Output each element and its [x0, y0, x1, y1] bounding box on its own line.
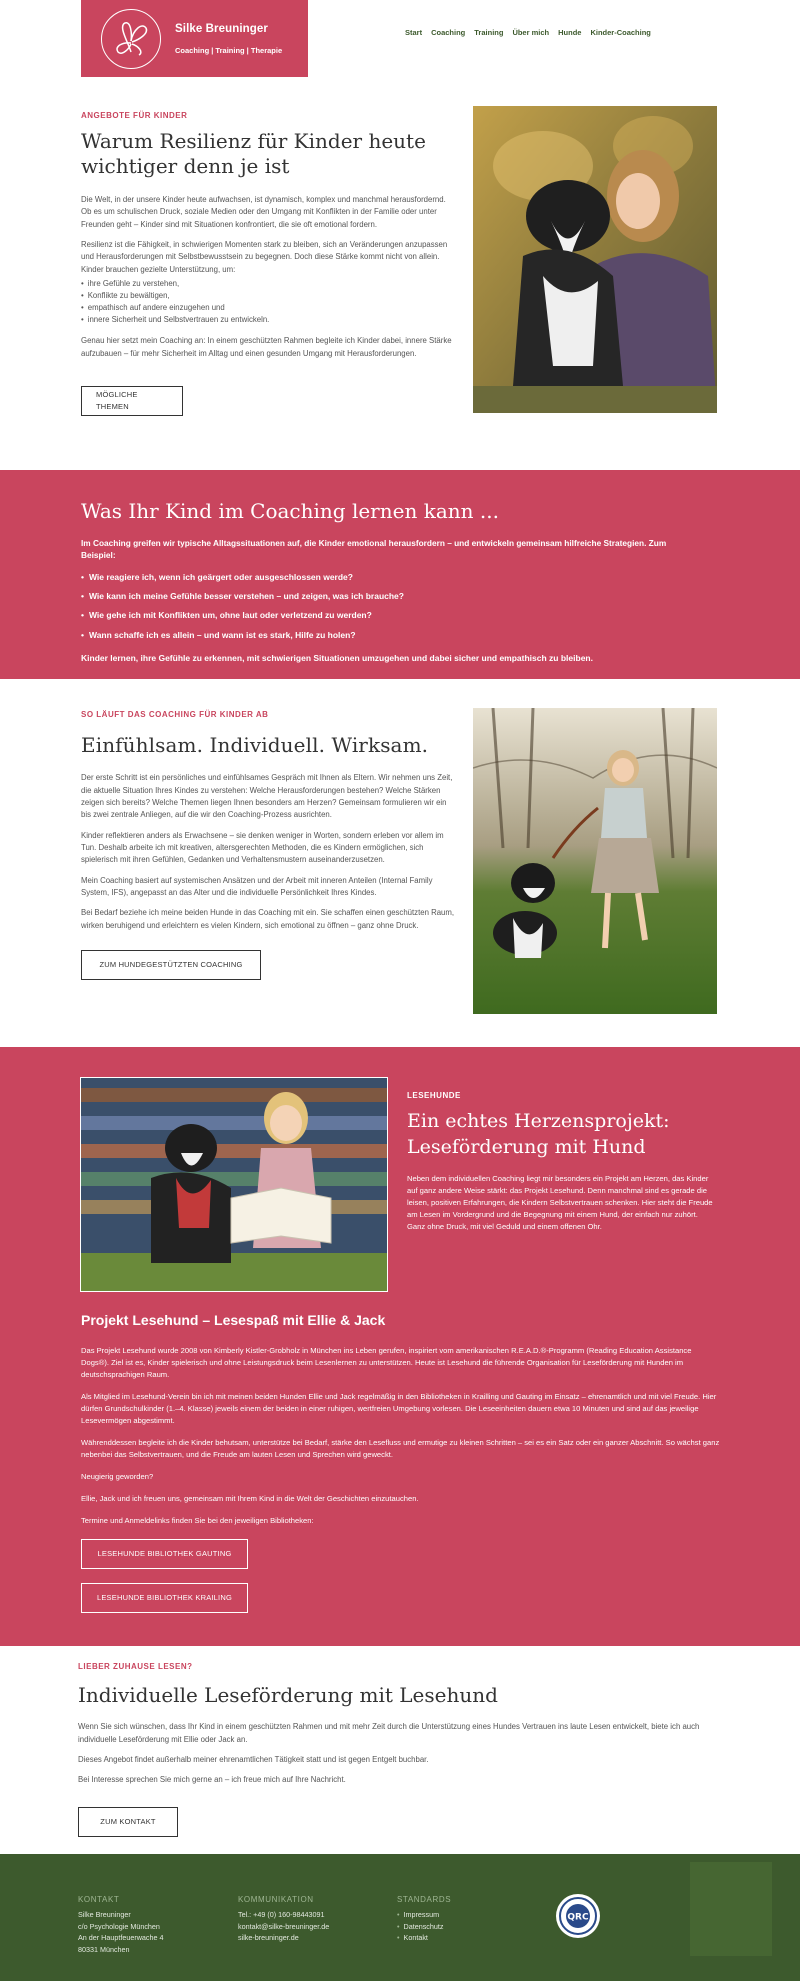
- kontakt-button[interactable]: ZUM KONTAKT: [78, 1807, 178, 1837]
- paragraph: Ellie, Jack und ich freuen uns, gemeinsam mit Ihrem Kind in die Welt der Geschichten einzutauchen.: [81, 1493, 419, 1503]
- badge-text: QRC: [567, 1912, 589, 1923]
- footer-heading: STANDARDS: [397, 1895, 452, 1904]
- paragraph: Neugierig geworden?: [81, 1471, 154, 1481]
- address-line: Silke Breuninger: [78, 1910, 131, 1920]
- address-line: 80331 München: [78, 1944, 130, 1954]
- paragraph: Der erste Schritt ist ein persönliches und einfühlsames Gespräch mit Ihnen als Eltern. Wir nehmen uns Zeit, die aktuelle Situation Ihres Kindes zu verstehen: Welche Herausforderungen bestehen? Welche Stärken zeigen sich bereits? Welche Themen liegen Ihnen besonders am Herzen? Gemeinsam formulieren wir ein bis zwei zentrale Anliegen, auf die wir den Coaching-Prozess ausrichten.: [81, 773, 453, 820]
- section-zuhause: [0, 1646, 800, 1854]
- closing-text: Kinder lernen, ihre Gefühle zu erkennen, mit schwierigen Situationen umzugehen und dabei sicher und empathisch zu bleiben.: [81, 653, 593, 663]
- nav-coaching[interactable]: Coaching: [431, 28, 466, 37]
- datenschutz-link[interactable]: • Datenschutz: [397, 1921, 451, 1932]
- list-item: • Wann schaffe ich es allein – und wann ist es stark, Hilfe zu holen?: [81, 626, 800, 645]
- section-title: Warum Resilienz für Kinder heute wichtiger denn je ist: [81, 129, 426, 178]
- impressum-link[interactable]: • Impressum: [397, 1909, 451, 1920]
- girl-with-dog-photo: [473, 106, 717, 413]
- footer-heading: KONTAKT: [78, 1895, 120, 1904]
- bibliothek-krailing-button[interactable]: LESEHUNDE BIBLIOTHEK KRAILING: [81, 1583, 248, 1613]
- section-title: Ein echtes Herzensprojekt: Leseförderung mit Hund: [407, 1110, 670, 1159]
- bullet-list: [81, 568, 800, 645]
- list-item: • ihre Gefühle zu verstehen,: [81, 278, 456, 290]
- girl-running-with-dog-photo: [473, 708, 717, 1014]
- list-item: • Wie reagiere ich, wenn ich geärgert oder ausgeschlossen werde?: [81, 568, 800, 587]
- bibliothek-gauting-button[interactable]: LESEHUNDE BIBLIOTHEK GAUTING: [81, 1539, 248, 1569]
- lead-text: Im Coaching greifen wir typische Alltagssituationen auf, die Kinder emotional herausfordern – und entwickeln gemeinsam hilfreiche Strategien. Zum Beispiel:: [81, 538, 667, 561]
- paragraph: Termine und Anmeldelinks finden Sie bei den jeweiligen Bibliotheken:: [81, 1515, 314, 1525]
- paragraph: Dieses Angebot findet außerhalb meiner ehrenamtlichen Tätigkeit statt und ist gegen Entgelt buchbar.: [78, 1755, 429, 1765]
- footer-kommunikation: [238, 1894, 329, 1944]
- section-eyebrow: LIEBER ZUHAUSE LESEN?: [78, 1662, 193, 1671]
- website-link[interactable]: silke-breuninger.de: [238, 1933, 299, 1943]
- paragraph: Kinder reflektieren anders als Erwachsene – sie denken weniger in Worten, sondern erleben vor allem im Tun. Deshalb arbeite ich mit kreativen, altersgerechten Methoden, die es Kindern ermöglichen, sich spielerisch mit ihren Gefühlen, Gedanken und Verhaltensmustern auseinanderzusetzen.: [81, 830, 444, 865]
- bullet-list: [81, 278, 456, 326]
- section-eyebrow: SO LÄUFT DAS COACHING FÜR KINDER AB: [81, 710, 269, 719]
- paragraph: Bei Bedarf beziehe ich meine beiden Hunde in das Coaching mit ein. Sie schaffen einen geschützten Raum, wirken beruhigend und erleichtern es vielen Kindern, sich emotional zu öffnen – ganz ohne Druck.: [81, 908, 455, 930]
- paragraph: Mein Coaching basiert auf systemischen Ansätzen und der Arbeit mit inneren Anteilen (Internal Family System, IFS), angepasst an das Alter und die individuelle Persönlichkeit Ihres Kindes.: [81, 875, 433, 897]
- girl-reading-to-dog-photo: [80, 1077, 388, 1292]
- footer-heading: KOMMUNIKATION: [238, 1895, 314, 1904]
- section-ablauf: [0, 679, 800, 1047]
- nav-hunde[interactable]: Hunde: [558, 28, 582, 37]
- hundegestuetztes-coaching-button[interactable]: ZUM HUNDEGESTÜTZTEN COACHING: [81, 950, 261, 980]
- section-eyebrow: LESEHUNDE: [407, 1091, 461, 1100]
- section-title: Einfühlsam. Individuell. Wirksam.: [81, 733, 429, 758]
- footer-standards: [397, 1894, 451, 1944]
- nav-kinder-coaching[interactable]: Kinder-Coaching: [590, 28, 651, 37]
- qrc-badge-icon: [556, 1894, 600, 1938]
- section-eyebrow: ANGEBOTE FÜR KINDER: [81, 111, 188, 120]
- footer-kontakt: [78, 1894, 164, 1955]
- paragraph: Währenddessen begleite ich die Kinder behutsam, unterstütze bei Bedarf, stärke den Lesefluss und ermutige zu kleinen Schritten – sei es ein Satz oder ein ganzer Abschnitt. So wächst ganz nebenbei das Selbstvertrauen, und die Freude am lauten Lesen und Sprechen wird geweckt.: [81, 1437, 720, 1459]
- paragraph: Wenn Sie sich wünschen, dass Ihr Kind in einem geschützten Rahmen und mit mehr Zeit durch die Unterstützung eines Hundes Vertrauen ins laute Lesen entwickelt, biete ich auch individuelle Leseförderung mit Ellie oder Jack an.: [78, 1722, 700, 1744]
- section-lesehunde: [0, 1047, 800, 1646]
- list-item: • Wie gehe ich mit Konflikten um, ohne laut oder verletzend zu werden?: [81, 606, 800, 625]
- section-lernen: [0, 470, 800, 679]
- list-item: • Wie kann ich meine Gefühle besser verstehen – und zeigen, was ich brauche?: [81, 587, 800, 606]
- project-title: Projekt Lesehund – Lesespaß mit Ellie & Jack: [81, 1312, 386, 1328]
- paragraph: Resilienz ist die Fähigkeit, in schwierigen Momenten stark zu bleiben, sich an Veränderungen anzupassen und Herausforderungen mit Selbstbewusstsein zu begegnen. Doch diese Stärke kommt nicht von allein. Kinder brauchen gezielte Unterstützung, um:: [81, 240, 448, 274]
- section-title: Individuelle Leseförderung mit Lesehund: [78, 1683, 498, 1708]
- nav-training[interactable]: Training: [474, 28, 504, 37]
- address-line: c/o Psychologie München: [78, 1921, 160, 1931]
- paragraph: Die Welt, in der unsere Kinder heute aufwachsen, ist dynamisch, komplex und manchmal herausfordernd. Ob es um schulischen Druck, soziale Medien oder den Umgang mit Konflikten in der Familie oder unter Freunden geht – Kinder sind mit Situationen konfrontiert, die sie oft emotional fordern.: [81, 195, 446, 229]
- nav-start[interactable]: Start: [405, 28, 423, 37]
- email-link[interactable]: kontakt@silke-breuninger.de: [238, 1921, 330, 1931]
- site-footer: [0, 1854, 800, 1981]
- kontakt-link[interactable]: • Kontakt: [397, 1932, 451, 1943]
- moegliche-themen-button[interactable]: MÖGLICHE THEMEN: [81, 386, 183, 416]
- phone-link[interactable]: Tel.: +49 (0) 160-98443091: [238, 1910, 325, 1920]
- logo-subtitle: Coaching | Training | Therapie: [175, 45, 283, 55]
- section-title: Was Ihr Kind im Coaching lernen kann ...: [81, 499, 499, 523]
- logo-name: Silke Breuninger: [175, 22, 268, 35]
- scroll-top-block: [690, 1862, 772, 1956]
- list-item: • innere Sicherheit und Selbstvertrauen zu entwickeln.: [81, 314, 456, 326]
- paragraph: Neben dem individuellen Coaching liegt mir besonders ein Projekt am Herzen, das Kinder auf ganz andere Weise stärkt: das Projekt Lesehund. Denn manchmal sind es gerade die leisen, positiven Erfahrungen, die Kindern Selbstvertrauen schenken. Hier steht die Freude am Lesen im Vordergrund und die Begegnung mit einem Hund, der einfach nur zuhört. Ganz ohne Druck, mit viel Geduld und einem offenen Ohr.: [407, 1173, 713, 1231]
- paragraph: Bei Interesse sprechen Sie mich gerne an – ich freue mich auf Ihre Nachricht.: [78, 1775, 346, 1785]
- section-resilienz: [0, 0, 800, 470]
- nav-ueber-mich[interactable]: Über mich: [512, 28, 550, 37]
- address-line: An der Hauptfeuerwache 4: [78, 1933, 164, 1943]
- paragraph: Als Mitglied im Lesehund-Verein bin ich mit meinen beiden Hunden Ellie und Jack regelmäßig in den Bibliotheken in Krailling und Gauting im Einsatz – ehrenamtlich und mit viel Freude. Hier dürfen Grundschulkinder (1.–4. Klasse) jeweils einem der beiden in einer ruhigen, wertfreien Umgebung vorlesen. Die Leseeinheiten dauern etwa 10 Minuten und sind auf das jeweilige Lesevermögen abgestimmt.: [81, 1391, 717, 1425]
- list-item: • Konflikte zu bewältigen,: [81, 290, 456, 302]
- list-item: • empathisch auf andere einzugehen und: [81, 302, 456, 314]
- paragraph: Genau hier setzt mein Coaching an: In einem geschützten Rahmen begleite ich Kinder dabei, innere Stärke aufzubauen – für mehr Sicherheit im Alltag und einen gesunden Umgang mit Herausforderungen.: [81, 336, 452, 358]
- paragraph: Das Projekt Lesehund wurde 2008 von Kimberly Kistler-Grobholz in München ins Leben gerufen, inspiriert vom amerikanischen R.E.A.D.®-Programm (Reading Education Assistance Dogs®). Ziel ist es, Kinder spielerisch und ohne Leistungsdruck beim Lesenlernen zu unterstützen. Heute ist Lesehund die führende Organisation für Leseförderung mit Hunden im deutschsprachigen Raum.: [81, 1345, 692, 1379]
